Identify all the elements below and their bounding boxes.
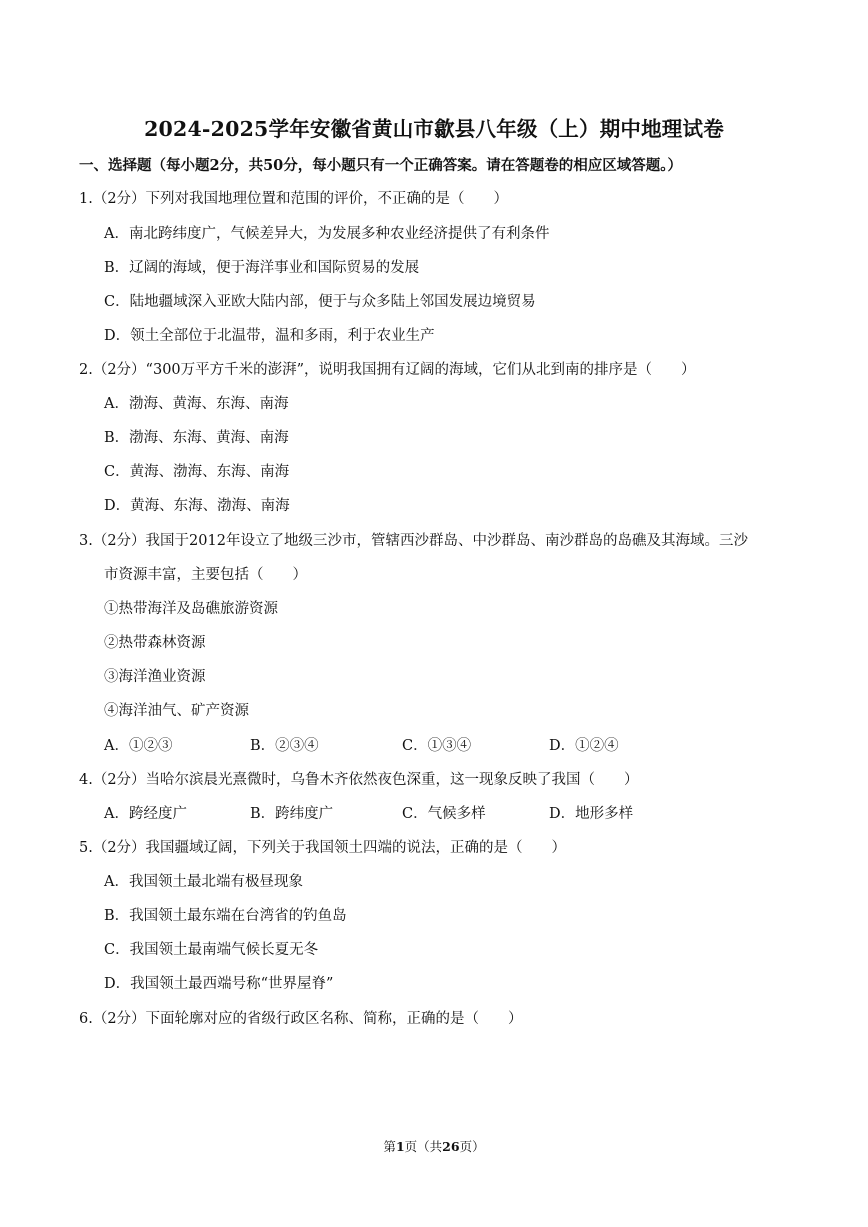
question-3-option-a: A．①②③ xyxy=(104,738,173,754)
footer-middle: 页（共 xyxy=(404,1139,443,1154)
question-1-option-d: D．领土全部位于北温带，温和多雨，利于农业生产 xyxy=(104,328,435,344)
question-5-option-a: A．我国领土最北端有极昼现象 xyxy=(104,874,303,890)
question-5-stem: 5.（2分）我国疆域辽阔，下列关于我国领土四端的说法，正确的是（ ） xyxy=(79,840,567,856)
footer-suffix: 页） xyxy=(459,1139,485,1154)
exam-title: 2024-2025学年安徽省黄山市歙县八年级（上）期中地理试卷 xyxy=(144,117,724,141)
footer-page-number: 1 xyxy=(395,1139,405,1154)
question-2-stem: 2.（2分）“300万平方千米的澎湃”，说明我国拥有辽阔的海域，它们从北到南的排序是（ ） xyxy=(79,362,696,378)
question-3-stem-line-2: 市资源丰富，主要包括（ ） xyxy=(104,567,307,583)
section-heading: 一、选择题（每小题2分，共50分，每小题只有一个正确答案。请在答题卷的相应区域答题。） xyxy=(79,157,683,174)
question-3-stem-line-1: 3.（2分）我国于2012年设立了地级三沙市，管辖西沙群岛、中沙群岛、南沙群岛的岛礁及其海域。三沙 xyxy=(79,533,748,549)
question-6-stem: 6.（2分）下面轮廓对应的省级行政区名称、简称，正确的是（ ） xyxy=(79,1011,523,1027)
question-4-option-a: A．跨经度广 xyxy=(104,806,187,822)
question-3-item-4: ④海洋油气、矿产资源 xyxy=(104,703,249,719)
question-4-option-c: C．气候多样 xyxy=(402,806,486,822)
page-footer xyxy=(0,1137,868,1155)
question-3-item-1: ①热带海洋及岛礁旅游资源 xyxy=(104,601,278,617)
question-1-option-a: A．南北跨纬度广，气候差异大，为发展多种农业经济提供了有利条件 xyxy=(104,226,550,242)
question-2-option-c: C．黄海、渤海、东海、南海 xyxy=(104,464,290,480)
question-3-option-b: B．②③④ xyxy=(250,738,319,754)
question-3-item-3: ③海洋渔业资源 xyxy=(104,669,206,685)
footer-prefix: 第 xyxy=(383,1139,396,1154)
question-4-stem: 4.（2分）当哈尔滨晨光熹微时，乌鲁木齐依然夜色深重，这一现象反映了我国（ ） xyxy=(79,772,639,788)
question-1-option-b: B．辽阔的海域，便于海洋事业和国际贸易的发展 xyxy=(104,260,420,276)
footer-total-pages: 26 xyxy=(442,1139,460,1154)
question-1-stem: 1.（2分）下列对我国地理位置和范围的评价，不正确的是（ ） xyxy=(79,191,509,207)
question-3-item-2: ②热带森林资源 xyxy=(104,635,206,651)
question-3-option-d: D．①②④ xyxy=(549,738,619,754)
question-1-option-c: C．陆地疆域深入亚欧大陆内部，便于与众多陆上邻国发展边境贸易 xyxy=(104,294,536,310)
question-5-option-c: C．我国领土最南端气候长夏无冬 xyxy=(104,942,319,958)
question-3-option-c: C．①③④ xyxy=(402,738,472,754)
question-4-option-d: D．地形多样 xyxy=(549,806,634,822)
question-2-option-a: A．渤海、黄海、东海、南海 xyxy=(104,396,289,412)
question-2-option-d: D．黄海、东海、渤海、南海 xyxy=(104,498,290,514)
question-2-option-b: B．渤海、东海、黄海、南海 xyxy=(104,430,289,446)
question-5-option-b: B．我国领土最东端在台湾省的钓鱼岛 xyxy=(104,908,347,924)
question-4-option-b: B．跨纬度广 xyxy=(250,806,334,822)
question-5-option-d: D．我国领土最西端号称“世界屋脊” xyxy=(104,976,334,992)
